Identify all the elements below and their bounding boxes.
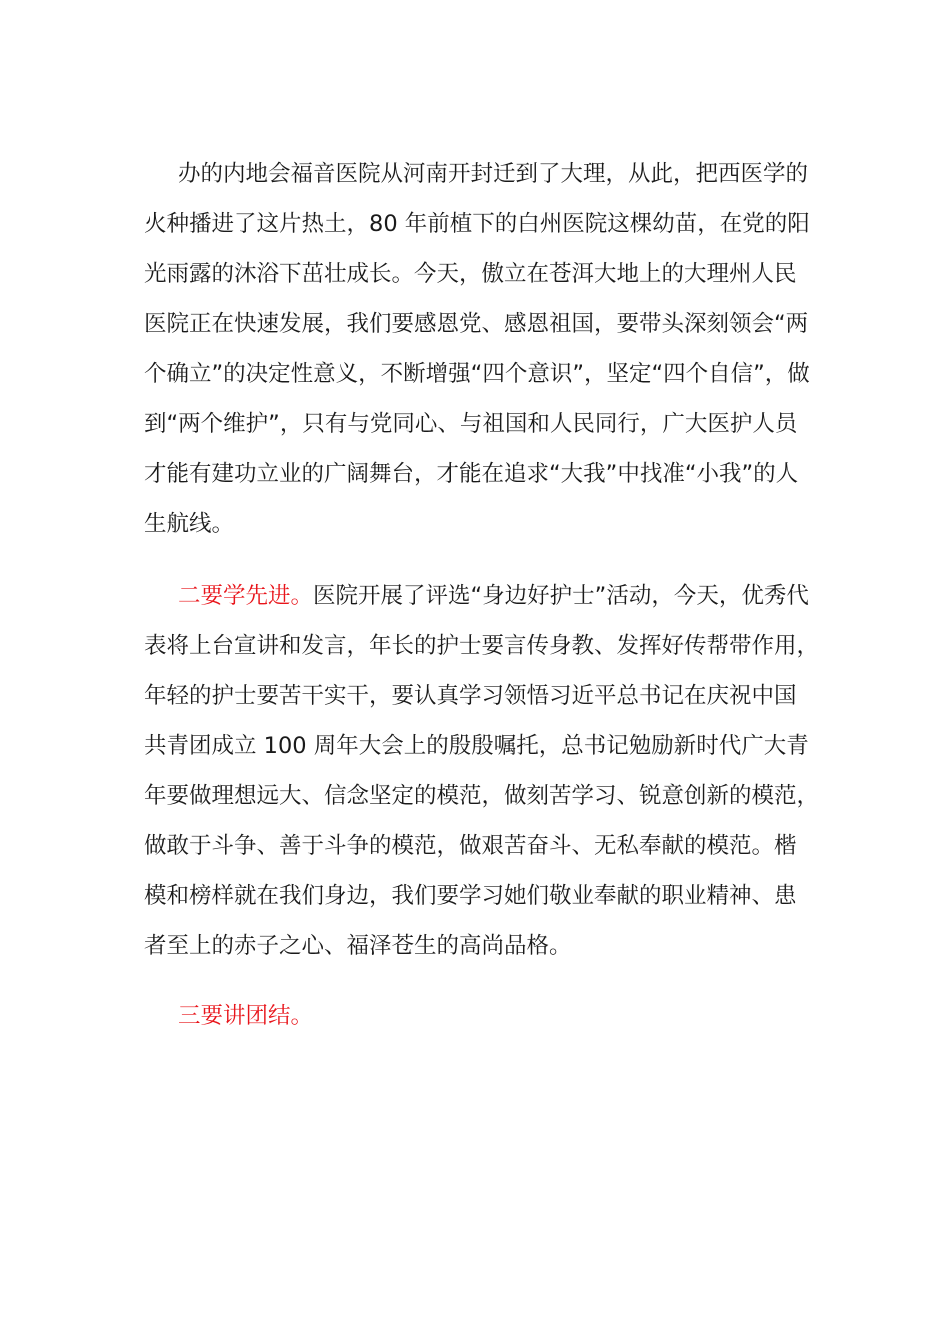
text-line: 做敢于斗争、善于斗争的模范，做艰苦奋斗、无私奉献的模范。楷	[144, 833, 797, 859]
text-line: 表将上台宣讲和发言，年长的护士要言传身教、发挥好传帮带作用，	[144, 633, 820, 659]
section-heading: 二要学先进。	[178, 583, 314, 609]
text-line: 办的内地会福音医院从河南开封迁到了大理，从此，把西医学的	[178, 161, 809, 187]
text-line: 医院正在快速发展，我们要感恩党、感恩祖国，要带头深刻领会“两	[144, 311, 809, 337]
text-line	[178, 578, 809, 614]
text-line: 到“两个维护”，只有与党同心、与祖国和人民同行，广大医护人员	[144, 411, 798, 437]
text-line: 生航线。	[144, 511, 235, 537]
text-span: 医院开展了评选“身边好护士”活动，今天，优秀代	[313, 583, 809, 609]
text-line: 个确立”的决定性意义，不断增强“四个意识”，坚定“四个自信”，做	[144, 361, 810, 387]
text-line: 年轻的护士要苦干实干，要认真学习领悟习近平总书记在庆祝中国	[144, 683, 797, 709]
text-line: 共青团成立 100 周年大会上的殷殷嘱托，总书记勉励新时代广大青	[144, 733, 809, 759]
text-line: 才能有建功立业的广阔舞台，才能在追求“大我”中找准“小我”的人	[144, 461, 799, 487]
text-line: 模和榜样就在我们身边，我们要学习她们敬业奉献的职业精神、患	[144, 883, 797, 909]
text-line: 年要做理想远大、信念坚定的模范，做刻苦学习、锐意创新的模范，	[144, 783, 820, 809]
text-line: 火种播进了这片热土，80 年前植下的白州医院这棵幼苗，在党的阳	[144, 211, 810, 237]
text-line: 光雨露的沐浴下茁壮成长。今天，傲立在苍洱大地上的大理州人民	[144, 261, 797, 287]
section-heading: 三要讲团结。	[178, 1003, 314, 1029]
text-line: 者至上的赤子之心、福泽苍生的高尚品格。	[144, 933, 572, 959]
